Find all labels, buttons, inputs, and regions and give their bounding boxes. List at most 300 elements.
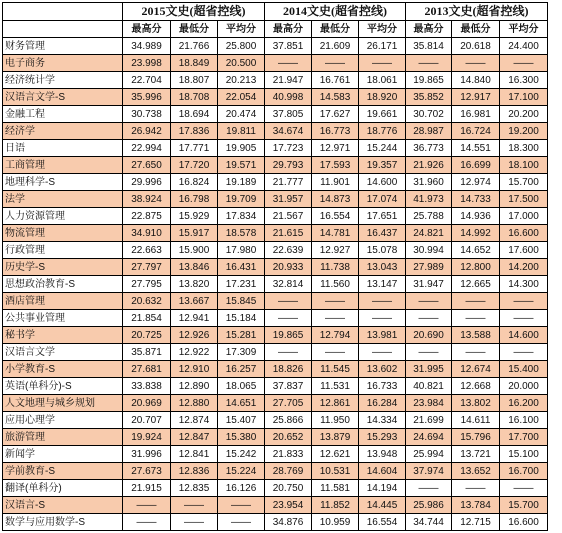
score-cell: 11.545 [312,361,359,378]
header-sub-row [3,21,548,38]
header-avg: 平均分 [359,21,406,38]
table-row [3,106,548,123]
score-cell: 11.852 [312,497,359,514]
table-row [3,276,548,293]
major-name-cell: 工商管理 [3,157,123,174]
score-cell: 17.980 [218,242,265,259]
score-cell: 17.100 [500,89,548,106]
score-cell: 20.707 [123,412,171,429]
score-cell: 13.043 [359,259,406,276]
table-row [3,310,548,327]
score-cell: —— [452,55,500,72]
score-cell: 19.357 [359,157,406,174]
score-cell: 12.874 [171,412,218,429]
score-cell: 23.954 [265,497,312,514]
score-cell: 18.708 [171,89,218,106]
score-cell: 10.531 [312,463,359,480]
score-cell: 14.445 [359,497,406,514]
score-cell: 18.826 [265,361,312,378]
score-cell: 12.621 [312,446,359,463]
score-cell: 41.973 [406,191,452,208]
score-cell: 21.766 [171,38,218,55]
score-cell: 12.847 [171,429,218,446]
table-row [3,327,548,344]
major-name-cell: 地理科学-S [3,174,123,191]
score-cell: —— [265,344,312,361]
score-cell: 14.873 [312,191,359,208]
score-cell: 20.474 [218,106,265,123]
major-name-cell: 旅游管理 [3,429,123,446]
score-cell: 14.652 [452,242,500,259]
score-cell: 31.947 [406,276,452,293]
score-cell: 17.231 [218,276,265,293]
score-cell: 13.784 [452,497,500,514]
score-cell: 32.814 [265,276,312,293]
major-name-cell: 秘书学 [3,327,123,344]
score-cell: 16.437 [359,225,406,242]
score-cell: 17.000 [500,208,548,225]
score-cell: 20.618 [452,38,500,55]
major-name-cell: 翻译(单科分) [3,480,123,497]
major-name-cell: 经济学 [3,123,123,140]
score-cell: 21.926 [406,157,452,174]
major-name-cell: 行政管理 [3,242,123,259]
score-cell: 21.947 [265,72,312,89]
score-cell: —— [406,55,452,72]
table-row [3,72,548,89]
score-cell: 19.924 [123,429,171,446]
header-avg: 平均分 [500,21,548,38]
score-cell: 18.776 [359,123,406,140]
score-cell: 16.733 [359,378,406,395]
score-cell: 15.700 [500,497,548,514]
score-cell: 13.802 [452,395,500,412]
header-max: 最高分 [123,21,171,38]
score-cell: 16.300 [500,72,548,89]
score-cell: 11.531 [312,378,359,395]
score-cell: 17.700 [500,429,548,446]
score-cell: 12.917 [452,89,500,106]
score-cell: 37.805 [265,106,312,123]
score-cell: 16.981 [452,106,500,123]
score-cell: 13.667 [171,293,218,310]
score-cell: 15.100 [500,446,548,463]
score-cell: 31.996 [123,446,171,463]
table-row [3,242,548,259]
table-row [3,225,548,242]
major-name-cell: 人文地理与城乡规划 [3,395,123,412]
score-cell: 12.941 [171,310,218,327]
score-cell: 14.604 [359,463,406,480]
score-table [2,2,548,531]
score-cell: 29.793 [265,157,312,174]
major-name-cell: 汉语言文学-S [3,89,123,106]
score-cell: 12.974 [452,174,500,191]
score-cell: 27.795 [123,276,171,293]
major-name-cell: 法学 [3,191,123,208]
score-cell: 34.876 [265,514,312,531]
table-body [3,38,548,531]
score-cell: 15.380 [218,429,265,446]
score-cell: 21.567 [265,208,312,225]
score-cell: 16.600 [500,514,548,531]
score-cell: —— [359,344,406,361]
score-cell: 21.609 [312,38,359,55]
score-cell: 13.948 [359,446,406,463]
score-cell: 11.560 [312,276,359,293]
score-cell: —— [218,514,265,531]
score-cell: 17.834 [218,208,265,225]
score-cell: 13.588 [452,327,500,344]
score-cell: 14.733 [452,191,500,208]
score-cell: —— [452,310,500,327]
score-cell: 17.720 [171,157,218,174]
score-cell: 31.995 [406,361,452,378]
score-cell: 34.989 [123,38,171,55]
score-cell: 24.821 [406,225,452,242]
score-cell: —— [312,55,359,72]
score-cell: 25.994 [406,446,452,463]
score-cell: 16.773 [312,123,359,140]
table-row [3,395,548,412]
major-name-cell: 历史学-S [3,259,123,276]
score-cell: 13.602 [359,361,406,378]
score-cell: 17.836 [171,123,218,140]
score-cell: 14.651 [218,395,265,412]
score-cell: 15.700 [500,174,548,191]
table-row [3,429,548,446]
score-cell: 12.665 [452,276,500,293]
score-cell: 17.771 [171,140,218,157]
score-cell: —— [406,480,452,497]
score-cell: 13.879 [312,429,359,446]
score-cell: 20.000 [500,378,548,395]
score-cell: 14.600 [500,327,548,344]
score-cell: 21.615 [265,225,312,242]
score-cell: 16.824 [171,174,218,191]
score-cell: 21.854 [123,310,171,327]
score-cell: —— [265,293,312,310]
table-row [3,55,548,72]
score-cell: 17.593 [312,157,359,174]
score-cell: 26.171 [359,38,406,55]
corner-cell [3,3,123,21]
table-row [3,140,548,157]
score-cell: 21.915 [123,480,171,497]
score-cell: 23.998 [123,55,171,72]
score-cell: —— [500,344,548,361]
score-cell: 15.845 [218,293,265,310]
header-avg: 平均分 [218,21,265,38]
score-cell: 37.851 [265,38,312,55]
score-cell: 18.578 [218,225,265,242]
score-cell: 24.694 [406,429,452,446]
score-cell: 28.987 [406,123,452,140]
score-cell: 35.852 [406,89,452,106]
score-cell: 14.992 [452,225,500,242]
score-cell: 14.611 [452,412,500,429]
header-group-row [3,3,548,21]
table-row [3,514,548,531]
score-cell: 12.715 [452,514,500,531]
score-cell: 15.400 [500,361,548,378]
score-cell: 22.704 [123,72,171,89]
score-cell: 14.300 [500,276,548,293]
header-min: 最低分 [312,21,359,38]
score-cell: —— [406,344,452,361]
score-cell: 12.880 [171,395,218,412]
score-cell: 20.690 [406,327,452,344]
major-name-cell: 财务管理 [3,38,123,55]
score-cell: 19.661 [359,106,406,123]
score-cell: —— [312,293,359,310]
table-row [3,361,548,378]
major-name-cell: 人力资源管理 [3,208,123,225]
score-cell: 20.933 [265,259,312,276]
score-cell: 16.724 [452,123,500,140]
table-row [3,412,548,429]
score-cell: 31.960 [406,174,452,191]
score-cell: 11.901 [312,174,359,191]
major-name-cell: 公共事业管理 [3,310,123,327]
score-cell: 28.769 [265,463,312,480]
score-cell: —— [359,293,406,310]
score-cell: 35.996 [123,89,171,106]
score-cell: 16.126 [218,480,265,497]
score-cell: 37.974 [406,463,452,480]
score-cell: 38.924 [123,191,171,208]
score-cell: 20.500 [218,55,265,72]
score-cell: 27.673 [123,463,171,480]
table-row [3,480,548,497]
score-cell: —— [171,497,218,514]
score-cell: 14.194 [359,480,406,497]
score-cell: 17.074 [359,191,406,208]
score-cell: —— [171,514,218,531]
score-cell: 16.700 [500,463,548,480]
score-cell: 15.929 [171,208,218,225]
score-cell: 15.917 [171,225,218,242]
table-row [3,174,548,191]
major-name-cell: 应用心理学 [3,412,123,429]
score-cell: 20.632 [123,293,171,310]
score-cell: 19.865 [406,72,452,89]
score-cell: 25.800 [218,38,265,55]
major-name-cell: 电子商务 [3,55,123,72]
score-cell: 35.871 [123,344,171,361]
score-cell: 25.788 [406,208,452,225]
score-cell: 13.846 [171,259,218,276]
score-cell: 20.213 [218,72,265,89]
major-name-cell: 新闻学 [3,446,123,463]
major-name-cell: 小学教育-S [3,361,123,378]
score-cell: 12.674 [452,361,500,378]
score-cell: 12.910 [171,361,218,378]
score-cell: 22.054 [218,89,265,106]
score-cell: —— [406,310,452,327]
score-cell: —— [265,310,312,327]
score-cell: —— [312,310,359,327]
score-cell: —— [265,55,312,72]
score-cell: 11.738 [312,259,359,276]
header-min: 最低分 [171,21,218,38]
score-cell: 12.971 [312,140,359,157]
major-name-cell: 金融工程 [3,106,123,123]
score-cell: 12.922 [171,344,218,361]
major-name-cell: 酒店管理 [3,293,123,310]
score-cell: 19.811 [218,123,265,140]
score-cell: —— [406,293,452,310]
score-cell: —— [500,293,548,310]
score-cell: 16.100 [500,412,548,429]
score-cell: 12.794 [312,327,359,344]
score-cell: —— [359,310,406,327]
score-cell: 14.200 [500,259,548,276]
score-cell: 15.281 [218,327,265,344]
score-cell: —— [452,293,500,310]
score-cell: 16.554 [312,208,359,225]
score-cell: 17.600 [500,242,548,259]
score-cell: 14.600 [359,174,406,191]
score-cell: 13.981 [359,327,406,344]
score-cell: 20.725 [123,327,171,344]
header-2014: 2014文史(超省控线) [265,3,406,21]
score-cell: 31.957 [265,191,312,208]
score-cell: 12.841 [171,446,218,463]
score-cell: 27.705 [265,395,312,412]
score-cell: 27.650 [123,157,171,174]
score-cell: —— [452,344,500,361]
score-cell: 19.865 [265,327,312,344]
major-name-cell: 物流管理 [3,225,123,242]
score-cell: 22.994 [123,140,171,157]
score-cell: 30.994 [406,242,452,259]
score-cell: 34.674 [265,123,312,140]
score-cell: 30.738 [123,106,171,123]
score-cell: 30.702 [406,106,452,123]
score-cell: 13.721 [452,446,500,463]
score-cell: 35.814 [406,38,452,55]
score-cell: —— [452,480,500,497]
score-cell: 34.910 [123,225,171,242]
score-cell: 11.581 [312,480,359,497]
header-max: 最高分 [265,21,312,38]
major-name-cell: 经济统计学 [3,72,123,89]
score-cell: 19.200 [500,123,548,140]
score-cell: 40.998 [265,89,312,106]
score-cell: 18.065 [218,378,265,395]
score-cell: —— [123,514,171,531]
score-cell: 15.224 [218,463,265,480]
score-cell: 21.777 [265,174,312,191]
table-row [3,89,548,106]
score-cell: 18.061 [359,72,406,89]
score-cell: 21.833 [265,446,312,463]
score-cell: —— [218,497,265,514]
table-row [3,123,548,140]
corner-cell-sub [3,21,123,38]
score-cell: 17.500 [500,191,548,208]
major-name-cell: 汉语言-S [3,497,123,514]
score-cell: 37.837 [265,378,312,395]
score-cell: 16.200 [500,395,548,412]
score-cell: 16.554 [359,514,406,531]
major-name-cell: 汉语言文学 [3,344,123,361]
score-cell: 13.820 [171,276,218,293]
score-cell: 14.840 [452,72,500,89]
table-row [3,157,548,174]
score-cell: 15.244 [359,140,406,157]
score-cell: 14.334 [359,412,406,429]
score-cell: 16.431 [218,259,265,276]
table-row [3,259,548,276]
table-row [3,344,548,361]
score-cell: 16.761 [312,72,359,89]
major-name-cell: 学前教育-S [3,463,123,480]
score-cell: 12.926 [171,327,218,344]
table-row [3,38,548,55]
score-cell: 15.184 [218,310,265,327]
score-cell: 27.989 [406,259,452,276]
score-cell: 16.699 [452,157,500,174]
table-row [3,497,548,514]
major-name-cell: 思想政治教育-S [3,276,123,293]
table-row [3,208,548,225]
score-cell: 12.836 [171,463,218,480]
score-cell: 14.936 [452,208,500,225]
score-cell: 14.583 [312,89,359,106]
score-cell: 16.257 [218,361,265,378]
score-cell: 15.407 [218,412,265,429]
score-cell: 17.651 [359,208,406,225]
score-cell: 34.744 [406,514,452,531]
score-cell: 17.309 [218,344,265,361]
score-cell: 18.807 [171,72,218,89]
score-table-container [2,2,548,531]
score-cell: 27.681 [123,361,171,378]
score-cell: 12.861 [312,395,359,412]
table-row [3,446,548,463]
score-cell: 24.400 [500,38,548,55]
header-max: 最高分 [406,21,452,38]
major-name-cell: 日语 [3,140,123,157]
header-min: 最低分 [452,21,500,38]
score-cell: 15.293 [359,429,406,446]
score-cell: 12.668 [452,378,500,395]
score-cell: 17.723 [265,140,312,157]
score-cell: 21.699 [406,412,452,429]
score-cell: 20.969 [123,395,171,412]
major-name-cell: 英语(单科分)-S [3,378,123,395]
score-cell: 40.821 [406,378,452,395]
score-cell: 22.875 [123,208,171,225]
score-cell: 15.242 [218,446,265,463]
score-cell: 20.652 [265,429,312,446]
score-cell: 20.750 [265,480,312,497]
score-cell: 19.709 [218,191,265,208]
score-cell: 23.984 [406,395,452,412]
score-cell: 16.600 [500,225,548,242]
score-cell: 19.905 [218,140,265,157]
score-cell: 19.571 [218,157,265,174]
score-cell: 36.773 [406,140,452,157]
score-cell: —— [312,344,359,361]
score-cell: 12.800 [452,259,500,276]
score-cell: —— [123,497,171,514]
score-cell: 18.300 [500,140,548,157]
score-cell: —— [500,310,548,327]
score-cell: 13.147 [359,276,406,293]
